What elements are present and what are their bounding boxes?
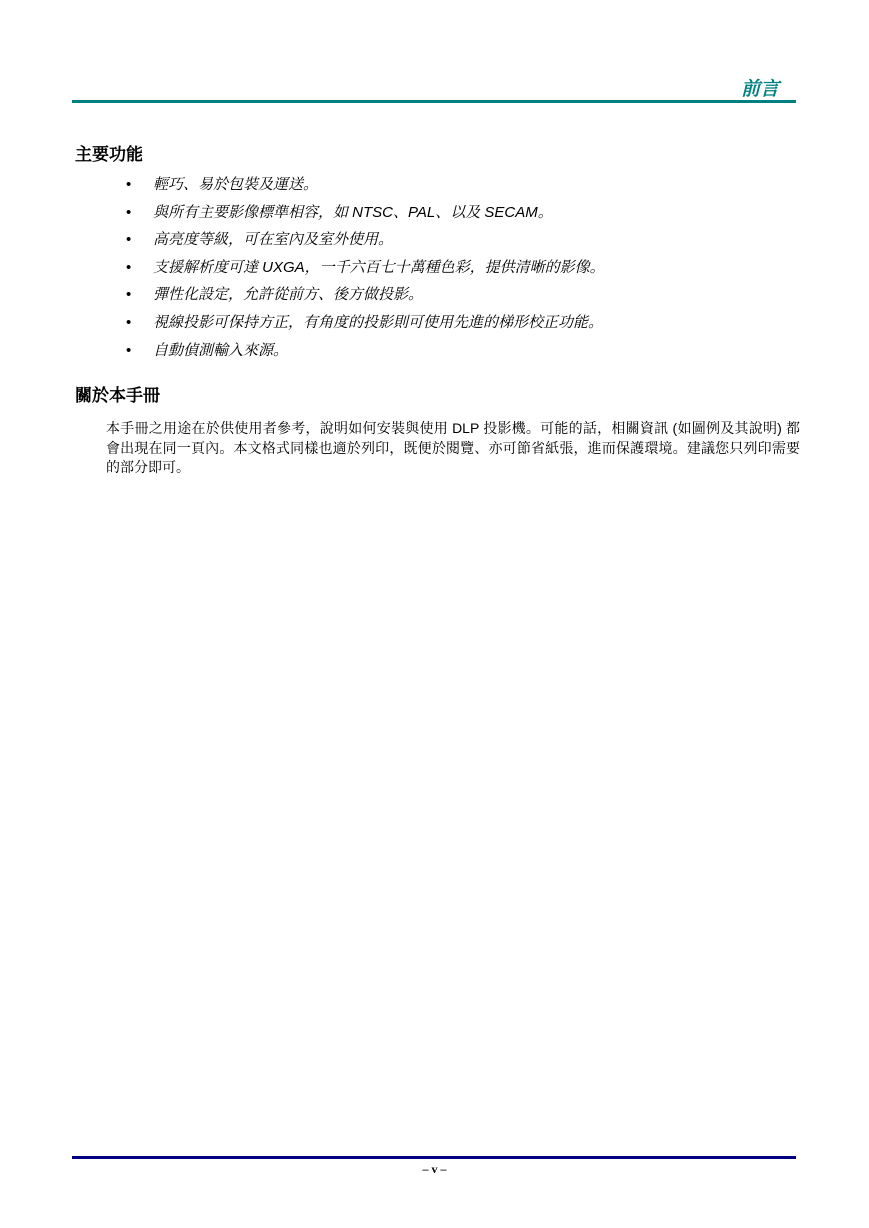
feature-list-item [126,199,605,227]
feature-list-item [126,309,605,337]
manual-heading: 關於本手冊 [75,386,160,405]
feature-text: 與所有主要影像標準相容，如 NTSC、PAL、以及 SECAM。 [153,203,553,221]
bullet-icon: • [126,176,132,193]
feature-text: 高亮度等級，可在室內及室外使用。 [153,231,394,249]
feature-text: 輕巧、易於包裝及運送。 [153,176,319,193]
manual-paragraph: 本手冊之用途在於供使用者參考，說明如何安裝與使用 DLP 投影機。可能的話，相關資訊 (如圖例及其說明) 都會出現在同一頁內。本文格式同樣也適於列印，既便於閱覽、亦可節省紙張，進而保護環境。建議您只列印需要的部分即可。 [106,420,800,475]
footer-divider [72,1156,796,1159]
bullet-icon: • [126,231,132,249]
bullet-icon: • [126,286,132,304]
feature-text: 彈性化設定，允許從前方、後方做投影。 [153,286,424,304]
bullet-icon: • [126,341,132,359]
page-header-title: 前言 [740,79,779,100]
header-divider [72,100,796,103]
feature-list-item [126,337,605,365]
feature-text: 自動偵測輸入來源。 [153,341,289,359]
bullet-icon: • [126,258,132,276]
feature-text: 支援解析度可達 UXGA，一千六百七十萬種色彩，提供清晰的影像。 [153,258,605,276]
feature-list [126,171,605,364]
feature-list-item [126,226,605,254]
feature-text: 視線投影可保持方正，有角度的投影則可使用先進的梯形校正功能。 [153,313,604,331]
bullet-icon: • [126,203,132,221]
page-number: – v – [422,1162,447,1176]
feature-list-item [126,171,605,199]
bullet-icon: • [126,313,132,331]
features-heading: 主要功能 [75,145,143,164]
feature-list-item [126,281,605,309]
feature-list-item [126,254,605,282]
